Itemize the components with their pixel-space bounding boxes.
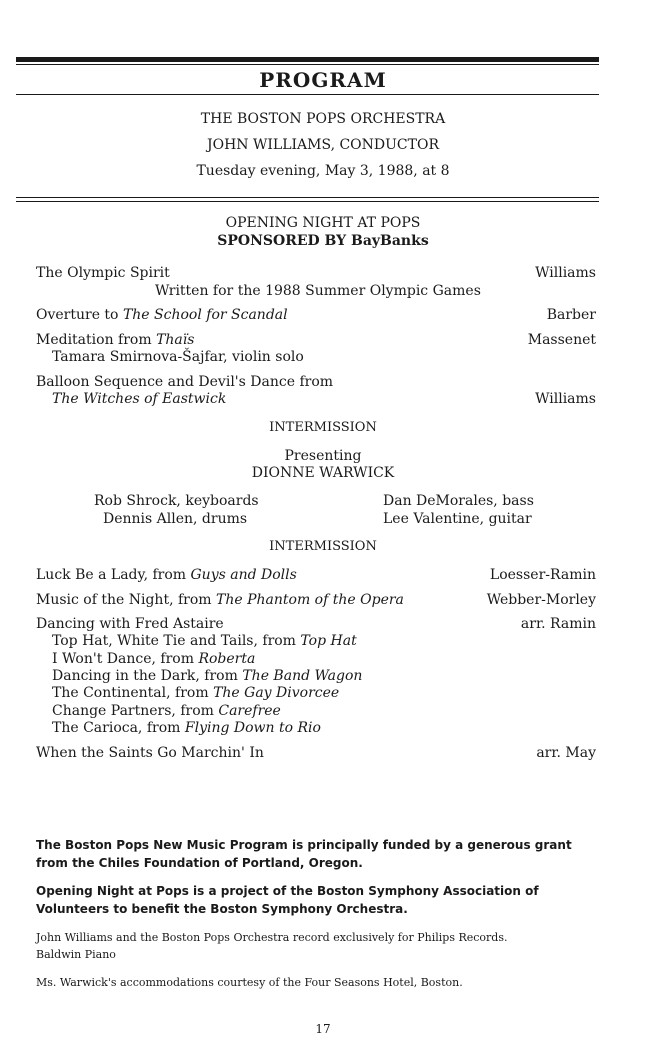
program-item-composer: Massenet xyxy=(527,332,596,348)
performance-date: Tuesday evening, May 3, 1988, at 8 xyxy=(196,163,450,179)
funding-note-line: from the Chiles Foundation of Portland, Oregon. xyxy=(36,856,363,870)
medley-item-italic: The Band Wagon xyxy=(242,668,363,684)
medley-item xyxy=(52,685,339,702)
musician-credit: Dennis Allen, drums xyxy=(103,511,248,527)
medley-item xyxy=(52,720,321,737)
medley-item xyxy=(52,651,255,668)
medley-item-italic: Top Hat xyxy=(300,633,357,649)
medley-item-prefix: Dancing in the Dark, from xyxy=(52,668,243,684)
intermission-label: INTERMISSION xyxy=(269,539,377,554)
title-prefix: Music of the Night, from xyxy=(36,592,217,608)
program-item-title xyxy=(36,592,404,609)
program-item-note: Tamara Smirnova-Šajfar, violin solo xyxy=(52,349,304,365)
title-italic: Thaïs xyxy=(156,332,195,348)
page-number: 17 xyxy=(315,1022,331,1036)
medley-item xyxy=(52,703,281,720)
page-title: PROGRAM xyxy=(259,68,387,92)
program-item-composer: Webber-Morley xyxy=(486,592,596,608)
presenting-label: Presenting xyxy=(284,448,362,464)
musician-credit: Dan DeMorales, bass xyxy=(383,493,534,509)
event-name: OPENING NIGHT AT POPS xyxy=(225,215,421,231)
recording-note xyxy=(36,929,507,963)
guest-artist-name: DIONNE WARWICK xyxy=(251,465,395,481)
program-item-composer: arr. Ramin xyxy=(520,616,596,632)
conductor-line: JOHN WILLIAMS, CONDUCTOR xyxy=(206,137,439,153)
volunteers-note-line: Opening Night at Pops is a project of the Boston Symphony Association of xyxy=(36,884,539,898)
program-item-composer: Williams xyxy=(535,265,596,281)
title-prefix: Meditation from xyxy=(36,332,157,348)
medley-item-prefix: Change Partners, from xyxy=(52,703,219,719)
program-item-title: Dancing with Fred Astaire xyxy=(36,616,224,632)
medley-item xyxy=(52,668,362,685)
volunteers-note xyxy=(36,882,539,918)
funding-note xyxy=(36,836,572,872)
recording-note-line: Baldwin Piano xyxy=(36,948,116,961)
accommodations-note: Ms. Warwick's accommodations courtesy of the Four Seasons Hotel, Boston. xyxy=(36,976,463,989)
medley-item xyxy=(52,633,357,650)
title-italic: The School for Scandal xyxy=(122,307,288,323)
top-thick-rule xyxy=(16,57,599,62)
title-italic: Guys and Dolls xyxy=(190,567,297,583)
program-item-composer: Williams xyxy=(535,391,596,407)
medley-item-italic: Carefree xyxy=(218,703,281,719)
program-item-title xyxy=(36,567,297,584)
program-item-composer: Loesser-Ramin xyxy=(489,567,596,583)
medley-item-prefix: The Continental, from xyxy=(52,685,214,701)
musician-credit: Rob Shrock, keyboards xyxy=(94,493,259,509)
program-item-note: Written for the 1988 Summer Olympic Games xyxy=(155,283,481,299)
title-prefix: Luck Be a Lady, from xyxy=(36,567,191,583)
top-thin-rule xyxy=(16,64,599,65)
title-italic: The Phantom of the Opera xyxy=(216,592,404,608)
medley-item-prefix: Top Hat, White Tie and Tails, from xyxy=(52,633,301,649)
orchestra-name: THE BOSTON POPS ORCHESTRA xyxy=(200,111,446,127)
recording-note-line: John Williams and the Boston Pops Orchestra record exclusively for Philips Records. xyxy=(36,931,508,944)
program-item-composer: Barber xyxy=(546,307,596,323)
funding-note-line: The Boston Pops New Music Program is principally funded by a generous grant xyxy=(36,838,572,852)
program-item-title xyxy=(36,307,288,324)
program-item-title: Balloon Sequence and Devil's Dance from xyxy=(36,374,334,390)
volunteers-note-line: Volunteers to benefit the Boston Symphony Orchestra. xyxy=(36,902,408,916)
musician-credit: Lee Valentine, guitar xyxy=(383,511,532,527)
title-prefix: Overture to xyxy=(36,307,123,323)
header-double-rule-top xyxy=(16,197,599,198)
medley-item-italic: The Gay Divorcee xyxy=(213,685,340,701)
program-item-title-line2: The Witches of Eastwick xyxy=(52,391,227,407)
medley-item-prefix: The Carioca, from xyxy=(52,720,185,736)
intermission-label: INTERMISSION xyxy=(269,420,377,435)
program-item-composer: arr. May xyxy=(536,745,596,761)
medley-item-italic: Roberta xyxy=(198,651,256,667)
program-item-title xyxy=(36,332,194,349)
program-item-title: The Olympic Spirit xyxy=(36,265,170,281)
sponsor-line: SPONSORED BY BayBanks xyxy=(217,233,429,249)
title-underline-rule xyxy=(16,94,599,95)
medley-item-italic: Flying Down to Rio xyxy=(184,720,321,736)
header-double-rule-bottom xyxy=(16,201,599,202)
medley-item-prefix: I Won't Dance, from xyxy=(52,651,199,667)
program-item-title: When the Saints Go Marchin' In xyxy=(36,745,264,761)
